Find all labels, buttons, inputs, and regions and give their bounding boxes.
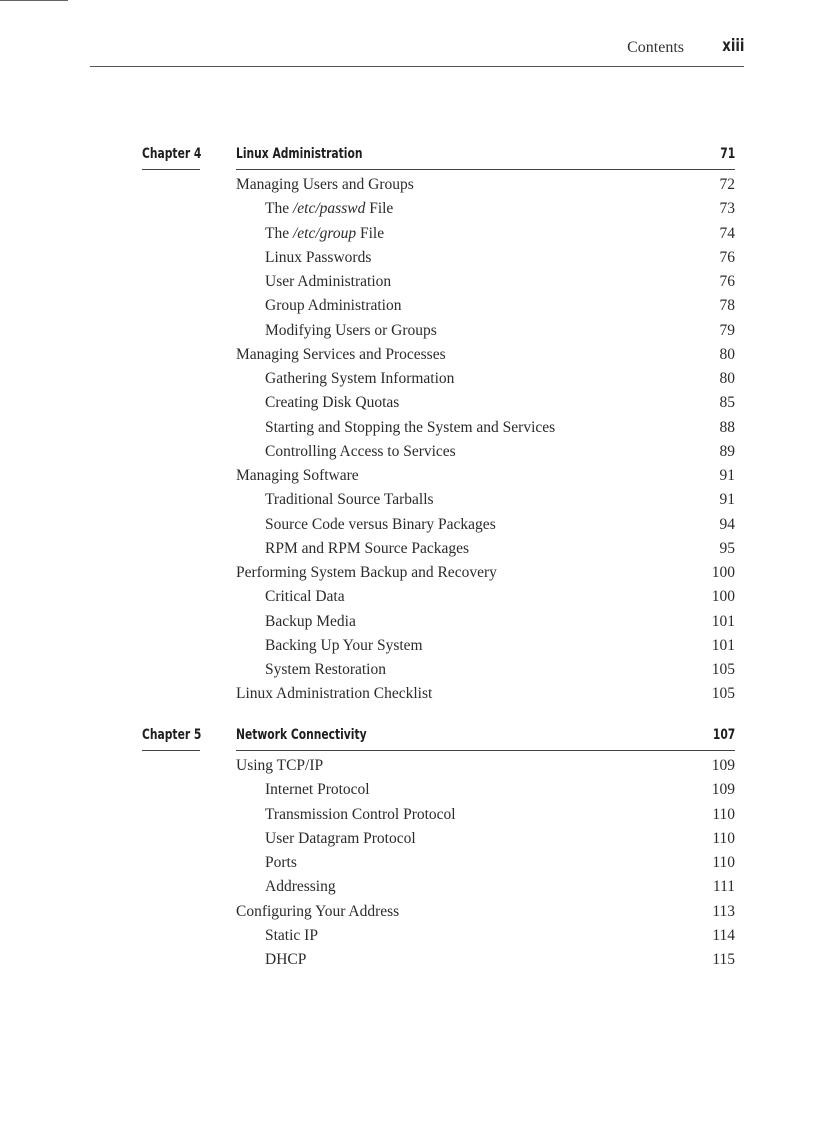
entry-page-number: 95 bbox=[719, 539, 735, 557]
toc-subsection-entry[interactable] bbox=[142, 249, 735, 273]
toc-subsection-entry[interactable] bbox=[142, 419, 735, 443]
toc-section-entry[interactable] bbox=[142, 685, 735, 709]
toc-subsection-entry[interactable] bbox=[142, 370, 735, 394]
entry-title: Managing Services and Processes bbox=[236, 345, 446, 363]
entry-page-number: 114 bbox=[712, 926, 735, 944]
entry-title: Modifying Users or Groups bbox=[265, 321, 437, 339]
toc-section-entry[interactable] bbox=[142, 467, 735, 491]
entry-page-number: 109 bbox=[711, 781, 735, 799]
entry-title: Transmission Control Protocol bbox=[265, 805, 456, 823]
entry-page-number: 110 bbox=[712, 829, 735, 847]
entry-title: DHCP bbox=[265, 951, 307, 968]
entry-title: Internet Protocol bbox=[265, 781, 370, 799]
entry-page-number: 100 bbox=[711, 564, 735, 581]
chapter-title: Linux Administration bbox=[236, 146, 363, 162]
toc-subsection-entry[interactable] bbox=[142, 951, 735, 975]
entry-title: Backup Media bbox=[265, 612, 356, 630]
entry-page-number: 73 bbox=[719, 200, 735, 218]
toc-entries bbox=[142, 757, 735, 975]
toc-subsection-entry[interactable] bbox=[142, 273, 735, 297]
crop-mark bbox=[0, 0, 68, 1]
entry-title: Source Code versus Binary Packages bbox=[265, 515, 496, 533]
entry-page-number: 113 bbox=[712, 902, 735, 920]
chapter-rule-left bbox=[142, 750, 200, 751]
toc-subsection-entry[interactable] bbox=[142, 613, 735, 637]
entry-page-number: 105 bbox=[711, 661, 735, 678]
toc-section-entry[interactable] bbox=[142, 903, 735, 927]
toc-section-entry[interactable] bbox=[142, 757, 735, 781]
entry-page-number: 78 bbox=[719, 297, 735, 315]
entry-page-number: 88 bbox=[719, 418, 735, 436]
entry-title: Managing Users and Groups bbox=[236, 176, 414, 193]
toc-subsection-entry[interactable] bbox=[142, 854, 735, 878]
entry-page-number: 111 bbox=[712, 878, 735, 896]
entry-title: Linux Passwords bbox=[265, 248, 372, 266]
toc-subsection-entry[interactable] bbox=[142, 443, 735, 467]
toc-subsection-entry[interactable] bbox=[142, 781, 735, 805]
entry-title-part: The bbox=[265, 224, 293, 242]
entry-page-number: 85 bbox=[719, 394, 735, 412]
entry-page-number: 91 bbox=[719, 467, 735, 484]
toc-subsection-entry[interactable] bbox=[142, 491, 735, 515]
toc-subsection-entry[interactable] bbox=[142, 588, 735, 612]
toc-subsection-entry[interactable] bbox=[142, 200, 735, 224]
entry-page-number: 72 bbox=[719, 176, 735, 193]
toc-subsection-entry[interactable] bbox=[142, 225, 735, 249]
chapter-rule-left bbox=[142, 169, 200, 170]
entry-title: Critical Data bbox=[265, 588, 345, 606]
entry-title: Performing System Backup and Recovery bbox=[236, 564, 497, 581]
toc-subsection-entry[interactable] bbox=[142, 927, 735, 951]
entry-title: Traditional Source Tarballs bbox=[265, 491, 434, 509]
entry-title: User Datagram Protocol bbox=[265, 829, 416, 847]
toc-subsection-entry[interactable] bbox=[142, 540, 735, 564]
toc-section-entry[interactable] bbox=[142, 346, 735, 370]
chapter-label: Chapter 4 bbox=[142, 146, 202, 162]
toc-subsection-entry[interactable] bbox=[142, 322, 735, 346]
toc-subsection-entry[interactable] bbox=[142, 806, 735, 830]
entry-title: Starting and Stopping the System and Services bbox=[265, 418, 556, 436]
running-head-title: Contents bbox=[627, 39, 684, 56]
entry-title: Static IP bbox=[265, 926, 318, 944]
entry-page-number: 105 bbox=[711, 685, 735, 703]
entry-title: Managing Software bbox=[236, 467, 359, 484]
toc-section-entry[interactable] bbox=[142, 176, 735, 200]
entry-page-number: 74 bbox=[719, 224, 735, 242]
entry-page-number: 101 bbox=[711, 612, 735, 630]
toc-subsection-entry[interactable] bbox=[142, 661, 735, 685]
entry-title: Ports bbox=[265, 854, 297, 871]
entry-page-number: 115 bbox=[712, 951, 735, 968]
entry-title bbox=[265, 200, 393, 218]
entry-page-number: 94 bbox=[719, 515, 735, 533]
entry-page-number: 80 bbox=[719, 370, 735, 387]
chapter-page: 107 bbox=[712, 727, 735, 743]
entry-page-number: 110 bbox=[712, 854, 735, 871]
entry-page-number: 76 bbox=[719, 248, 735, 266]
chapter-rule-right bbox=[236, 750, 735, 751]
toc-subsection-entry[interactable] bbox=[142, 878, 735, 902]
chapter-label: Chapter 5 bbox=[142, 727, 202, 743]
entry-title bbox=[265, 225, 384, 243]
entry-page-number: 79 bbox=[719, 321, 735, 339]
chapter-title: Network Connectivity bbox=[236, 727, 367, 743]
chapter-rule-right bbox=[236, 169, 735, 170]
chapter-page: 71 bbox=[720, 146, 735, 162]
entry-title-part: File bbox=[365, 200, 394, 218]
entry-title: Configuring Your Address bbox=[236, 902, 400, 920]
entry-title: Gathering System Information bbox=[265, 370, 455, 387]
entry-title: System Restoration bbox=[265, 661, 386, 678]
entry-title-filename: /etc/passwd bbox=[292, 200, 366, 218]
chapter-4-section bbox=[142, 146, 735, 710]
toc-entries bbox=[142, 176, 735, 710]
running-head-page-number: xiii bbox=[721, 36, 744, 56]
toc-subsection-entry[interactable] bbox=[142, 394, 735, 418]
entry-title: Linux Administration Checklist bbox=[236, 685, 433, 703]
running-head bbox=[90, 36, 744, 67]
toc-section-entry[interactable] bbox=[142, 564, 735, 588]
entry-title: Group Administration bbox=[265, 297, 402, 315]
entry-title-part: File bbox=[356, 224, 385, 242]
entry-title: Backing Up Your System bbox=[265, 636, 423, 654]
entry-title: Addressing bbox=[265, 878, 336, 896]
entry-title: Creating Disk Quotas bbox=[265, 394, 400, 412]
entry-page-number: 110 bbox=[712, 805, 735, 823]
toc-subsection-entry[interactable] bbox=[142, 516, 735, 540]
chapter-5-section bbox=[142, 727, 735, 975]
chapter-heading[interactable] bbox=[142, 727, 735, 751]
entry-page-number: 89 bbox=[719, 442, 735, 460]
entry-title: Controlling Access to Services bbox=[265, 442, 456, 460]
entry-title: RPM and RPM Source Packages bbox=[265, 539, 470, 557]
toc-subsection-entry[interactable] bbox=[142, 637, 735, 661]
chapter-heading[interactable] bbox=[142, 146, 735, 170]
entry-page-number: 76 bbox=[719, 273, 735, 290]
entry-title: Using TCP/IP bbox=[236, 757, 324, 774]
entry-title: User Administration bbox=[265, 273, 392, 290]
toc-subsection-entry[interactable] bbox=[142, 830, 735, 854]
entry-title-filename: /etc/group bbox=[292, 224, 357, 242]
entry-title-part: The bbox=[265, 200, 293, 218]
entry-page-number: 80 bbox=[719, 345, 735, 363]
toc-subsection-entry[interactable] bbox=[142, 297, 735, 321]
entry-page-number: 109 bbox=[711, 757, 735, 774]
entry-page-number: 100 bbox=[711, 588, 735, 606]
entry-page-number: 101 bbox=[711, 636, 735, 654]
entry-page-number: 91 bbox=[719, 491, 735, 509]
